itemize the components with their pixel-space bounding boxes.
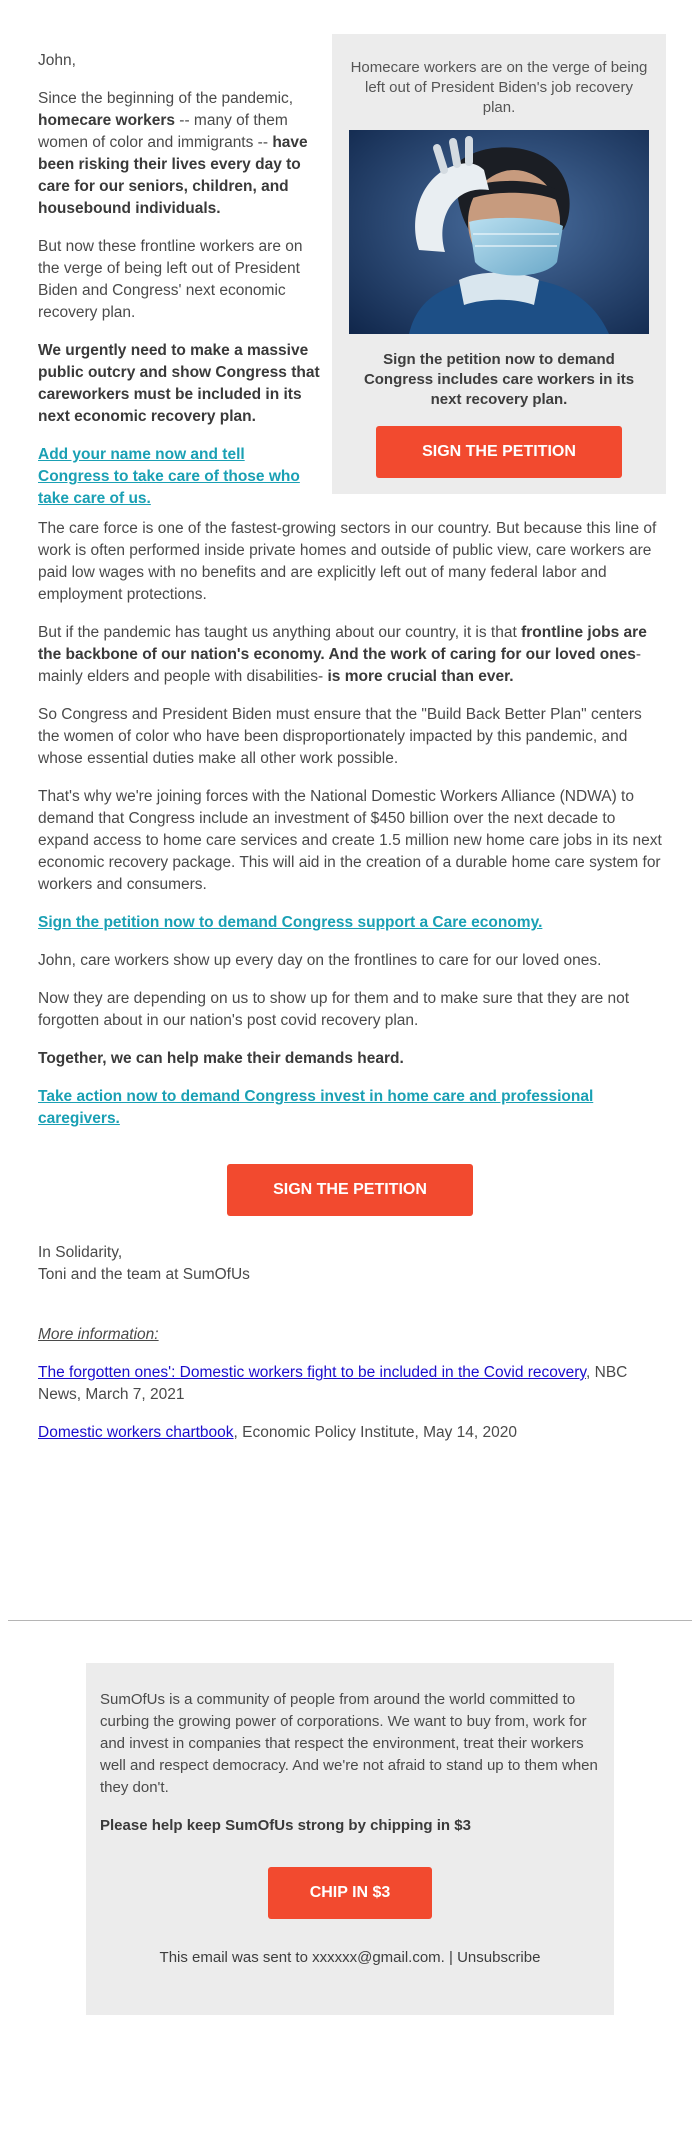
reference-1-link[interactable]: The forgotten ones': Domestic workers fight to be included in the Covid recovery bbox=[38, 1364, 587, 1381]
body-text: - mainly elders and people with disabilities- bbox=[38, 646, 642, 685]
body-text: But if the pandemic has taught us anything about our country, it is that bbox=[38, 624, 522, 641]
footer-divider bbox=[8, 1620, 692, 1621]
healthcare-worker-photo bbox=[349, 130, 649, 334]
paragraph-frontlines: John, care workers show up every day on the frontlines to care for our loved ones. bbox=[38, 952, 602, 969]
intro-bold: We urgently need to make a massive public outcry and show Congress that careworkers must be included in its next economic recovery plan. bbox=[38, 342, 320, 425]
chip-in-button[interactable]: CHIP IN $3 bbox=[268, 1867, 432, 1919]
paragraph-build-back-better: So Congress and President Biden must ensure that the "Build Back Better Plan" centers the women of color who have been disproportionately impacted by this pandemic, and whose essential duties make all other work possible. bbox=[38, 706, 642, 767]
add-name-link-paragraph bbox=[38, 444, 320, 510]
greeting: John, bbox=[38, 52, 76, 69]
paragraph-pandemic bbox=[38, 622, 662, 688]
intro-paragraph-3 bbox=[38, 340, 320, 428]
body-bold: Together, we can help make their demands heard. bbox=[38, 1050, 404, 1067]
sign-petition-button-top[interactable]: SIGN THE PETITION bbox=[376, 426, 622, 478]
unsubscribe-link[interactable]: Unsubscribe bbox=[457, 1949, 541, 1966]
footer-note bbox=[100, 1947, 600, 1969]
main-content bbox=[38, 518, 662, 1460]
footer-ask bbox=[100, 1815, 600, 1837]
reference-2-link[interactable]: Domestic workers chartbook bbox=[38, 1424, 234, 1441]
sign-petition-button-bottom[interactable]: SIGN THE PETITION bbox=[227, 1164, 473, 1216]
take-action-link[interactable]: Take action now to demand Congress invest in home care and professional caregivers. bbox=[38, 1088, 594, 1127]
email-body bbox=[38, 0, 662, 1441]
reference-2 bbox=[38, 1422, 662, 1444]
intro-column bbox=[38, 50, 320, 526]
signoff bbox=[38, 1242, 662, 1286]
intro-bold: have been risking their lives every day to care for our seniors, children, and housebound individuals. bbox=[38, 134, 308, 217]
intro-paragraph-2: But now these frontline workers are on the verge of being left out of President Biden and Congress' next economic recovery plan. bbox=[38, 238, 303, 321]
intro-paragraph-1 bbox=[38, 88, 320, 220]
signoff-line-1: In Solidarity, bbox=[38, 1244, 123, 1261]
paragraph-care-force: The care force is one of the fastest-growing sectors in our country. But because this line of work is often performed inside private homes and outside of public view, care workers are paid low wages with no benefits and are explicitly left out of many federal labor and employment protections. bbox=[38, 520, 657, 603]
footer-panel bbox=[86, 1663, 614, 2015]
care-economy-link[interactable]: Sign the petition now to demand Congress support a Care economy. bbox=[38, 914, 543, 931]
body-bold: frontline jobs are the backbone of our nation's economy. And the work of caring for our loved ones bbox=[38, 624, 647, 663]
reference-2-source: , Economic Policy Institute, May 14, 2020 bbox=[233, 1424, 517, 1441]
petition-panel bbox=[332, 34, 666, 494]
footer-ask-bold: Please help keep SumOfUs strong by chipping in $3 bbox=[100, 1817, 471, 1834]
intro-text: -- many of them women of color and immigrants -- bbox=[38, 112, 288, 151]
body-bold: is more crucial than ever. bbox=[327, 668, 514, 685]
footer-note-text: This email was sent to xxxxxx@gmail.com. | bbox=[159, 1949, 458, 1966]
reference-1-source: , NBC News, March 7, 2021 bbox=[38, 1364, 628, 1403]
signoff-line-2: Toni and the team at SumOfUs bbox=[38, 1266, 250, 1283]
footer-about: SumOfUs is a community of people from around the world committed to curbing the growing power of corporations. We want to buy from, work for and invest in companies that respect the environment, treat their workers well and respect democracy. And we're not afraid to stand up to them when they don't. bbox=[100, 1691, 598, 1796]
panel-caption: Homecare workers are on the verge of being left out of President Biden's job recovery plan. bbox=[350, 59, 648, 116]
care-economy-link-paragraph bbox=[38, 912, 662, 934]
add-name-link[interactable]: Add your name now and tell Congress to take care of those who take care of us. bbox=[38, 446, 300, 507]
take-action-link-paragraph bbox=[38, 1086, 662, 1130]
panel-cta-text: Sign the petition now to demand Congress includes care workers in its next recovery plan. bbox=[363, 351, 635, 408]
paragraph-ndwa: That's why we're joining forces with the National Domestic Workers Alliance (NDWA) to demand that Congress include an investment of $450 billion over the next decade to expand access to home care services and create 1.5 million new home care jobs in its next economic recovery package. This will aid in the creation of a durable home care system for workers and consumers. bbox=[38, 788, 662, 893]
intro-bold: homecare workers bbox=[38, 112, 175, 129]
intro-text: Since the beginning of the pandemic, bbox=[38, 90, 294, 107]
reference-1 bbox=[38, 1362, 662, 1406]
paragraph-together bbox=[38, 1048, 662, 1070]
more-info-title: More information: bbox=[38, 1326, 159, 1343]
paragraph-depending: Now they are depending on us to show up for them and to make sure that they are not forgotten about in our nation's post covid recovery plan. bbox=[38, 990, 630, 1029]
intro-section bbox=[38, 0, 662, 507]
